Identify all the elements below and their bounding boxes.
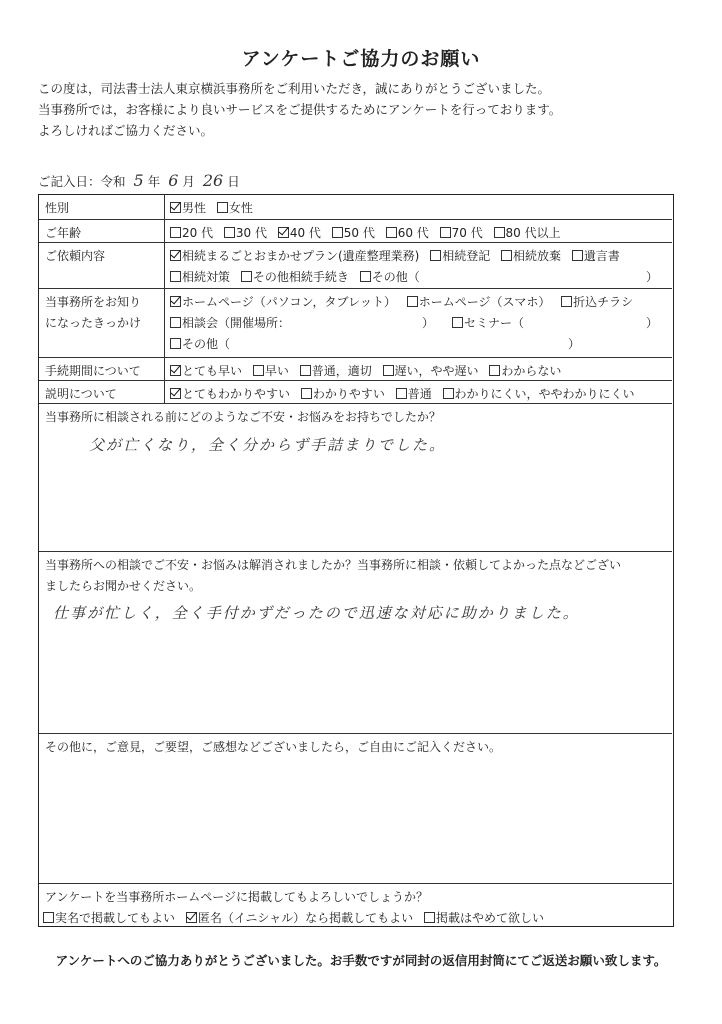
checkbox-icon[interactable]	[224, 227, 235, 238]
date-day-unit: 日	[227, 174, 240, 189]
intro-line: この度は，司法書士法人東京横浜事務所をご利用いただき，誠にありがとうございました。	[38, 81, 551, 96]
q1-answer[interactable]: 父が亡くなり，全く分からず手詰まりでした。	[89, 436, 447, 454]
option-age-60[interactable]: 60 代	[386, 223, 429, 244]
checkbox-icon[interactable]	[43, 912, 54, 923]
footer-note: アンケートへのご協力ありがとうございました。お手数ですが同封の返信用封筒にてご返送お願い致します。	[55, 953, 667, 968]
checkbox-icon[interactable]	[501, 250, 512, 261]
option-normal[interactable]: 普通	[396, 384, 432, 405]
other-close-paren: ）	[568, 337, 581, 351]
date-year-unit: 年	[147, 174, 161, 189]
page-title: アンケートご協力のお願い	[241, 48, 481, 70]
checkbox-icon[interactable]	[494, 227, 505, 238]
option-no-publish[interactable]: 掲載はやめて欲しい	[424, 908, 544, 929]
date-month[interactable]: 6	[168, 171, 179, 190]
option-very-clear[interactable]: とてもわかりやすい	[170, 384, 290, 405]
option-age-50[interactable]: 50 代	[332, 223, 375, 244]
checkbox-icon[interactable]	[170, 271, 181, 282]
request-row	[39, 242, 672, 288]
checkbox-icon[interactable]	[430, 250, 441, 261]
q2-question: 当事務所への相談でご不安・お悩みは解消されましたか？当事務所に相談・依頼してよかった点などござい ましたらお聞かせください。	[45, 558, 622, 593]
checkbox-checked-icon[interactable]	[170, 202, 181, 213]
request-options	[166, 243, 672, 291]
q2-row	[39, 551, 672, 733]
publish-options	[43, 908, 666, 929]
option-unclear[interactable]: わかりにくい，ややわかりにくい	[443, 384, 635, 405]
intro-text	[38, 78, 561, 141]
seminar-close-paren: ）	[645, 316, 658, 330]
option-age-70[interactable]: 70 代	[440, 223, 483, 244]
q1-question: 当事務所に相談される前にどのようなご不安・お悩みをお持ちでしたか？	[45, 410, 441, 424]
publish-row	[39, 883, 672, 927]
checkbox-icon[interactable]	[572, 250, 583, 261]
q3-row	[39, 733, 672, 883]
option-initials[interactable]: 匿名（イニシャル）なら掲載してもよい	[186, 908, 413, 929]
row-label: ご依頼内容	[39, 243, 165, 288]
checkbox-icon[interactable]	[360, 271, 371, 282]
checkbox-icon[interactable]	[440, 227, 451, 238]
checkbox-icon[interactable]	[170, 227, 181, 238]
age-row	[39, 219, 672, 242]
checkbox-icon[interactable]	[300, 365, 311, 376]
checkbox-icon[interactable]	[396, 388, 407, 399]
option-female[interactable]: 女性	[217, 198, 253, 219]
option-registration[interactable]: 相続登記	[430, 246, 490, 267]
option-will[interactable]: 遺言書	[572, 246, 620, 267]
date-label: ご記入日：令和	[38, 174, 126, 189]
checkbox-icon[interactable]	[170, 338, 181, 349]
date-field	[38, 171, 240, 190]
checkbox-icon[interactable]	[561, 296, 572, 307]
option-clear[interactable]: わかりやすい	[301, 384, 385, 405]
checkbox-checked-icon[interactable]	[170, 388, 181, 399]
row-label: ご年齢	[39, 220, 165, 242]
checkbox-icon[interactable]	[489, 365, 500, 376]
period-row	[39, 357, 672, 380]
option-homepage-smartphone[interactable]: ホームページ（スマホ）	[407, 292, 551, 313]
option-age-20[interactable]: 20 代	[170, 223, 213, 244]
checkbox-icon[interactable]	[386, 227, 397, 238]
q2-answer[interactable]: 仕事が忙しく，全く手付かずだったので迅速な対応に助かりました。	[53, 604, 580, 622]
checkbox-icon[interactable]	[424, 912, 435, 923]
checkbox-icon[interactable]	[253, 365, 264, 376]
q1-row	[39, 403, 672, 551]
date-month-unit: 月	[182, 174, 195, 189]
source-options	[166, 289, 672, 358]
option-very-fast[interactable]: とても早い	[170, 361, 242, 382]
option-other-procedures[interactable]: その他相続手続き	[241, 267, 349, 288]
checkbox-checked-icon[interactable]	[170, 365, 181, 376]
consultation-close-paren: ）	[422, 316, 435, 330]
checkbox-icon[interactable]	[407, 296, 418, 307]
option-male[interactable]: 男性	[170, 198, 206, 219]
option-age-40[interactable]: 40 代	[278, 223, 321, 244]
date-day[interactable]: 26	[202, 171, 224, 190]
option-slow[interactable]: 遅い，やや遅い	[383, 361, 479, 382]
option-fast[interactable]: 早い	[253, 361, 289, 382]
option-real-name[interactable]: 実名で掲載してもよい	[43, 908, 175, 929]
source-row	[39, 288, 672, 357]
row-label: 当事務所をお知り になったきっかけ	[39, 289, 165, 357]
gender-row	[39, 195, 672, 219]
intro-line: 当事務所では，お客様により良いサービスをご提供するためにアンケートを行っております。	[38, 102, 562, 117]
checkbox-icon[interactable]	[443, 388, 454, 399]
option-renunciation[interactable]: 相続放棄	[501, 246, 561, 267]
option-full-plan[interactable]: 相続まるごとおまかせプラン(遺産整理業務)	[170, 246, 419, 267]
option-seminar[interactable]: セミナー（	[452, 313, 524, 334]
checkbox-checked-icon[interactable]	[278, 227, 289, 238]
option-unknown[interactable]: わからない	[489, 361, 561, 382]
date-year[interactable]: 5	[133, 171, 144, 190]
checkbox-icon[interactable]	[301, 388, 312, 399]
publish-question: アンケートを当事務所ホームページに掲載してもよろしいでしょうか？	[45, 890, 429, 904]
option-flyer[interactable]: 折込チラシ	[561, 292, 633, 313]
gender-options	[166, 195, 672, 222]
checkbox-icon[interactable]	[241, 271, 252, 282]
checkbox-icon[interactable]	[170, 317, 181, 328]
row-label: 説明について	[39, 381, 165, 403]
survey-form	[38, 194, 674, 927]
option-normal[interactable]: 普通，適切	[300, 361, 372, 382]
publish-block	[39, 884, 672, 932]
checkbox-icon[interactable]	[452, 317, 463, 328]
row-label: 手続期間について	[39, 358, 165, 380]
checkbox-checked-icon[interactable]	[186, 912, 197, 923]
explain-row	[39, 380, 672, 403]
checkbox-checked-icon[interactable]	[170, 296, 181, 307]
option-planning[interactable]: 相続対策	[170, 267, 230, 288]
checkbox-icon[interactable]	[383, 365, 394, 376]
option-homepage-pc[interactable]: ホームページ（パソコン，タブレット）	[170, 292, 396, 313]
option-consultation-event[interactable]: 相談会（開催場所：	[170, 313, 290, 334]
checkbox-checked-icon[interactable]	[170, 250, 181, 261]
q3-question: その他に，ご意見，ご要望，ご感想などございましたら，ご自由にご記入ください。	[45, 740, 502, 754]
row-label: 性別	[39, 195, 165, 219]
option-other[interactable]: その他（	[360, 267, 420, 288]
option-age-80[interactable]: 80 代以上	[494, 223, 561, 244]
option-age-30[interactable]: 30 代	[224, 223, 267, 244]
option-other[interactable]: その他（	[170, 334, 230, 355]
other-close-paren: ）	[645, 270, 658, 284]
intro-line: よろしければご協力ください。	[38, 123, 214, 138]
checkbox-icon[interactable]	[332, 227, 343, 238]
checkbox-icon[interactable]	[217, 202, 228, 213]
